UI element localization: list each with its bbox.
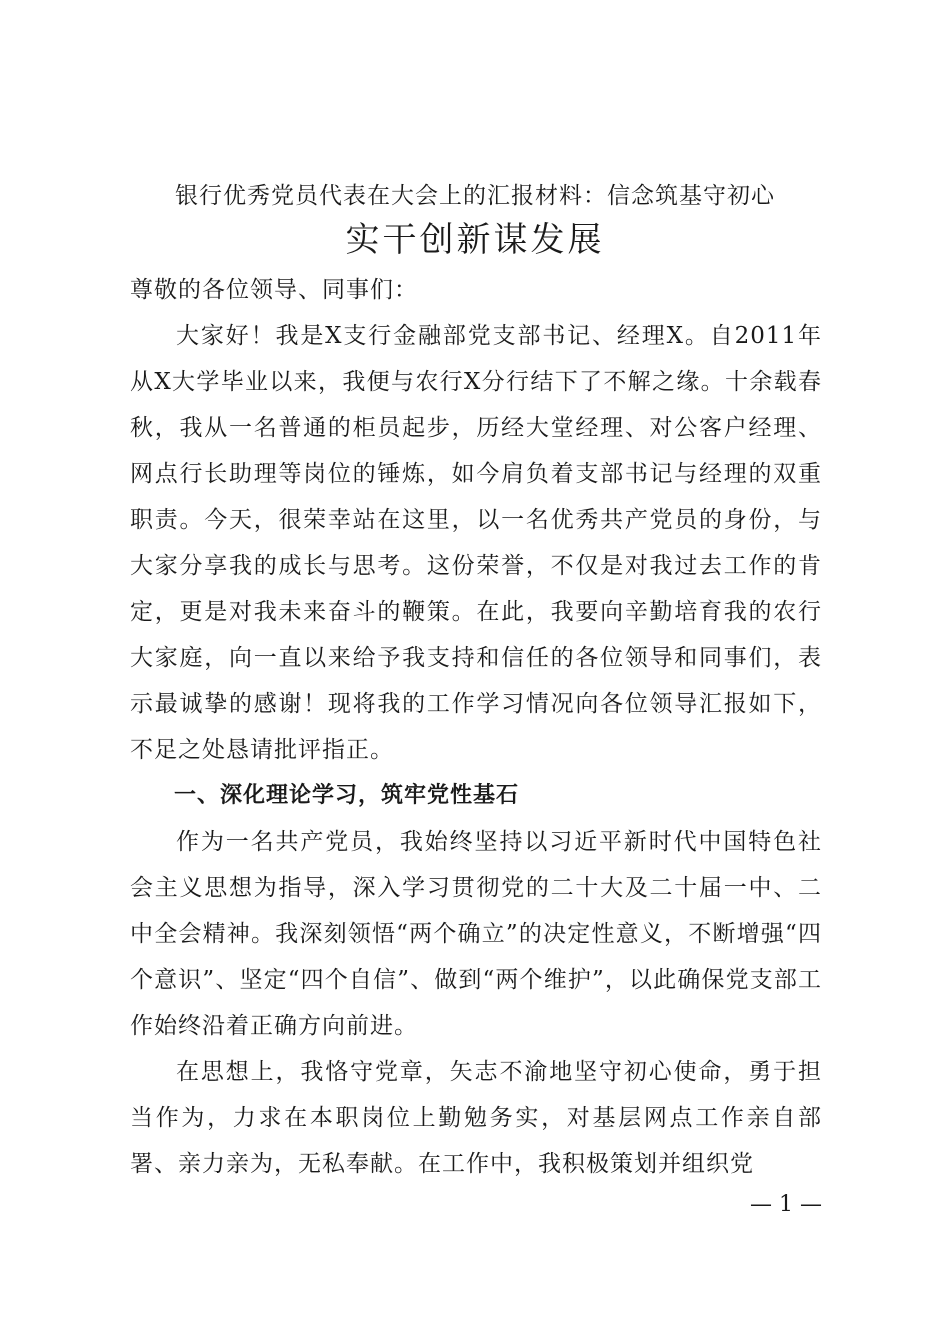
document-title-line1: 银行优秀党员代表在大会上的汇报材料：信念筑基守初心 [175,183,775,209]
page-number: — 1 — [750,1192,822,1217]
section1-paragraph-2: 在思想上，我恪守党章，矢志不渝地坚守初心使命，勇于担当作为，力求在本职岗位上勤勉务实，对基层网点工作亲自部署、亲力亲为，无私奉献。在工作中，我积极策划并组织党 [130,1059,822,1177]
intro-paragraph: 大家好！我是X支行金融部党支部书记、经理X。自2011年从X大学毕业以来，我便与农行X分行结下了不解之缘。十余载春秋，我从一名普通的柜员起步，历经大堂经理、对公客户经理、网点行长助理等岗位的锤炼，如今肩负着支部书记与经理的双重职责。今天，很荣幸站在这里，以一名优秀共产党员的身份，与大家分享我的成长与思考。这份荣誉，不仅是对我过去工作的肯定，更是对我未来奋斗的鞭策。在此，我要向辛勤培育我的农行大家庭，向一直以来给予我支持和信任的各位领导和同事们，表示最诚挚的感谢！现将我的工作学习情况向各位领导汇报如下，不足之处恳请批评指正。 [130,323,822,763]
section-heading: 一、深化理论学习，筑牢党性基石 [174,783,520,808]
section1-paragraph-1: 作为一名共产党员，我始终坚持以习近平新时代中国特色社会主义思想为指导，深入学习贯彻党的二十大及二十届一中、二中全会精神。我深刻领悟“两个确立”的决定性意义，不断增强“四个意识”、坚定“四个自信”、做到“两个维护”，以此确保党支部工作始终沿着正确方向前进。 [130,829,822,1039]
salutation: 尊敬的各位领导、同事们： [130,277,418,303]
document-title-line2: 实干创新谋发展 [345,220,605,260]
document-body [130,267,822,1187]
